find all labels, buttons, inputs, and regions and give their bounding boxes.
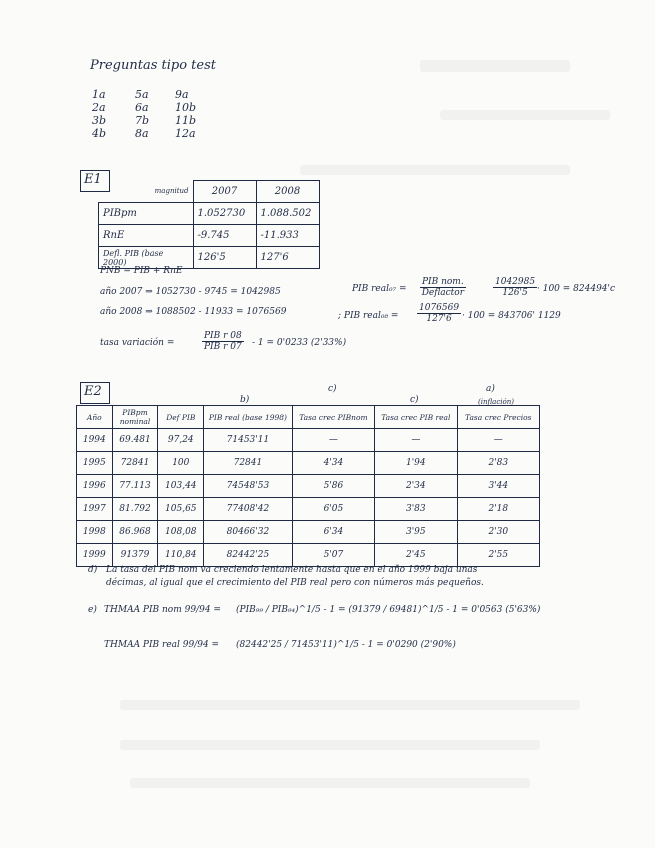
- e2-annotation-a: a): [486, 384, 495, 394]
- pib-real-08-fraction: [417, 303, 461, 324]
- table-cell: 2'83: [457, 452, 539, 475]
- table-header-cell: Tasa crec Precios: [457, 406, 539, 429]
- table-header-row: [77, 406, 540, 429]
- table-header-cell: 2007: [193, 181, 256, 203]
- table-cell: 1996: [77, 475, 113, 498]
- table-cell: 91379: [112, 544, 158, 567]
- table-cell: 2'18: [457, 498, 539, 521]
- table-row: [99, 181, 320, 203]
- tasa-label: tasa variación =: [100, 338, 175, 348]
- table-cell: 5'07: [292, 544, 374, 567]
- bleed-through-mark: [300, 165, 570, 175]
- table-cell: 4'34: [292, 452, 374, 475]
- table-header-cell: PIBpm nominal: [112, 406, 158, 429]
- fraction-numerator: 1042985: [495, 277, 536, 287]
- fraction-numerator: PIB r 08: [204, 331, 242, 341]
- table-cell: 5'86: [292, 475, 374, 498]
- bleed-through-mark: [420, 60, 570, 72]
- pib-real-08-result: · 100 = 843706' 1129: [462, 311, 561, 321]
- pnb-2007: año 2007 ⇒ 1052730 - 9745 = 1042985: [100, 287, 281, 297]
- table-cell: —: [375, 429, 457, 452]
- pib-real-08-label: ; PIB real₀₈ =: [338, 311, 399, 321]
- table-row: [77, 521, 540, 544]
- e1-label: E1: [84, 172, 102, 187]
- thmaa-real-label: THMAA PIB real 99/94 =: [104, 640, 220, 650]
- table-cell: 69.481: [112, 429, 158, 452]
- answer-e-label: e): [88, 605, 97, 615]
- test-answer: 9a: [175, 88, 189, 101]
- bleed-through-mark: [440, 110, 610, 120]
- test-answer: 12a: [175, 127, 196, 140]
- fraction-denominator: PIB r 07: [204, 342, 242, 352]
- table-cell: 100: [158, 452, 204, 475]
- pib-real-07-fraction: [493, 277, 537, 298]
- e1-table: [98, 180, 320, 269]
- table-cell: 71453'11: [204, 429, 293, 452]
- table-cell: 1998: [77, 521, 113, 544]
- pib-nom-fraction: [420, 277, 466, 298]
- table-header-cell: magnitud: [99, 181, 194, 203]
- table-row: [77, 429, 540, 452]
- fraction-denominator: 127'6: [426, 314, 452, 324]
- table-cell: 110,84: [158, 544, 204, 567]
- table-row: [77, 544, 540, 567]
- table-header-cell: Año: [77, 406, 113, 429]
- table-cell: 103,44: [158, 475, 204, 498]
- table-cell: —: [292, 429, 374, 452]
- pib-real-07-label: PIB real₀₇ =: [352, 284, 407, 294]
- table-row: [77, 475, 540, 498]
- table-cell: 6'34: [292, 521, 374, 544]
- tasa-result: - 1 = 0'0233 (2'33%): [252, 338, 347, 348]
- answer-d-line1: La tasa del PIB nom va creciendo lentamente hasta que en el año 1999 baja unas: [106, 565, 478, 575]
- table-cell: Defl. PIB (base 2000): [99, 247, 194, 269]
- e2-label: E2: [84, 384, 102, 399]
- table-cell: 77408'42: [204, 498, 293, 521]
- e2-annotation-c: c): [328, 384, 337, 394]
- test-answer: 2a: [92, 101, 106, 114]
- table-cell: -11.933: [256, 225, 319, 247]
- test-answer: 6a: [135, 101, 149, 114]
- pnb-formula: PNB = PIB + RnE: [100, 266, 183, 276]
- table-row: [99, 203, 320, 225]
- table-cell: 108,08: [158, 521, 204, 544]
- table-row: [77, 498, 540, 521]
- tasa-fraction: [202, 331, 244, 352]
- table-row: [77, 452, 540, 475]
- table-cell: 1.052730: [193, 203, 256, 225]
- thmaa-nom-formula: (PIB₉₉ / PIB₉₄)^1/5 - 1 = (91379 / 69481)^1/5 - 1 = 0'0563 (5'63%): [236, 605, 541, 615]
- e2-annotation-c2: c): [410, 395, 419, 405]
- table-cell: 2'45: [375, 544, 457, 567]
- fraction-denominator: Deflactor: [421, 288, 464, 298]
- test-answer: 3b: [92, 114, 107, 127]
- table-cell: 3'44: [457, 475, 539, 498]
- test-answer: 11b: [175, 114, 197, 127]
- table-cell: 72841: [204, 452, 293, 475]
- thmaa-nom-label: THMAA PIB nom 99/94 =: [104, 605, 221, 615]
- table-cell: 74548'53: [204, 475, 293, 498]
- table-cell: 82442'25: [204, 544, 293, 567]
- bleed-through-mark: [130, 778, 530, 788]
- table-cell: PIBpm: [99, 203, 194, 225]
- table-cell: 1994: [77, 429, 113, 452]
- test-answer: 7b: [135, 114, 150, 127]
- table-cell: 1999: [77, 544, 113, 567]
- table-cell: 1'94: [375, 452, 457, 475]
- table-cell: —: [457, 429, 539, 452]
- table-header-cell: Def PIB: [158, 406, 204, 429]
- table-cell: 2'34: [375, 475, 457, 498]
- table-cell: 97,24: [158, 429, 204, 452]
- table-cell: 72841: [112, 452, 158, 475]
- fraction-numerator: PIB nom.: [422, 277, 464, 287]
- table-cell: 80466'32: [204, 521, 293, 544]
- fraction-numerator: 1076569: [419, 303, 460, 313]
- test-answer: 5a: [135, 88, 149, 101]
- table-cell: 2'30: [457, 521, 539, 544]
- test-answer: 1a: [92, 88, 106, 101]
- table-header-cell: 2008: [256, 181, 319, 203]
- answer-d-line2: décimas, al igual que el crecimiento del PIB real pero con números más pequeños.: [106, 578, 484, 588]
- table-cell: 2'55: [457, 544, 539, 567]
- table-cell: -9.745: [193, 225, 256, 247]
- table-cell: 127'6: [256, 247, 319, 269]
- fraction-denominator: 126'5: [502, 288, 528, 298]
- table-cell: 6'05: [292, 498, 374, 521]
- table-cell: 77.113: [112, 475, 158, 498]
- table-header-cell: Tasa crec PIB real: [375, 406, 457, 429]
- table-cell: 3'95: [375, 521, 457, 544]
- table-cell: 1.088.502: [256, 203, 319, 225]
- pnb-2008: año 2008 ⇒ 1088502 - 11933 = 1076569: [100, 307, 287, 317]
- bleed-through-mark: [120, 700, 580, 710]
- test-answer: 8a: [135, 127, 149, 140]
- table-cell: 126'5: [193, 247, 256, 269]
- table-cell: 3'83: [375, 498, 457, 521]
- answer-d-label: d): [88, 565, 98, 575]
- table-row: [99, 225, 320, 247]
- bleed-through-mark: [120, 740, 540, 750]
- table-header-cell: PIB real (base 1998): [204, 406, 293, 429]
- table-cell: RnE: [99, 225, 194, 247]
- test-answer: 10b: [175, 101, 197, 114]
- table-cell: 86.968: [112, 521, 158, 544]
- e2-annotation-inflacion: (inflación): [478, 398, 514, 406]
- test-answer: 4b: [92, 127, 107, 140]
- table-cell: 1995: [77, 452, 113, 475]
- e2-table: [76, 405, 540, 567]
- table-cell: 105,65: [158, 498, 204, 521]
- table-cell: 81.792: [112, 498, 158, 521]
- e2-annotation-b: b): [240, 395, 250, 405]
- test-title: Preguntas tipo test: [90, 58, 216, 73]
- table-header-cell: Tasa crec PIBnom: [292, 406, 374, 429]
- thmaa-real-formula: (82442'25 / 71453'11)^1/5 - 1 = 0'0290 (2'90%): [236, 640, 456, 650]
- pib-real-07-result: · 100 = 824494'c: [537, 284, 616, 294]
- table-cell: 1997: [77, 498, 113, 521]
